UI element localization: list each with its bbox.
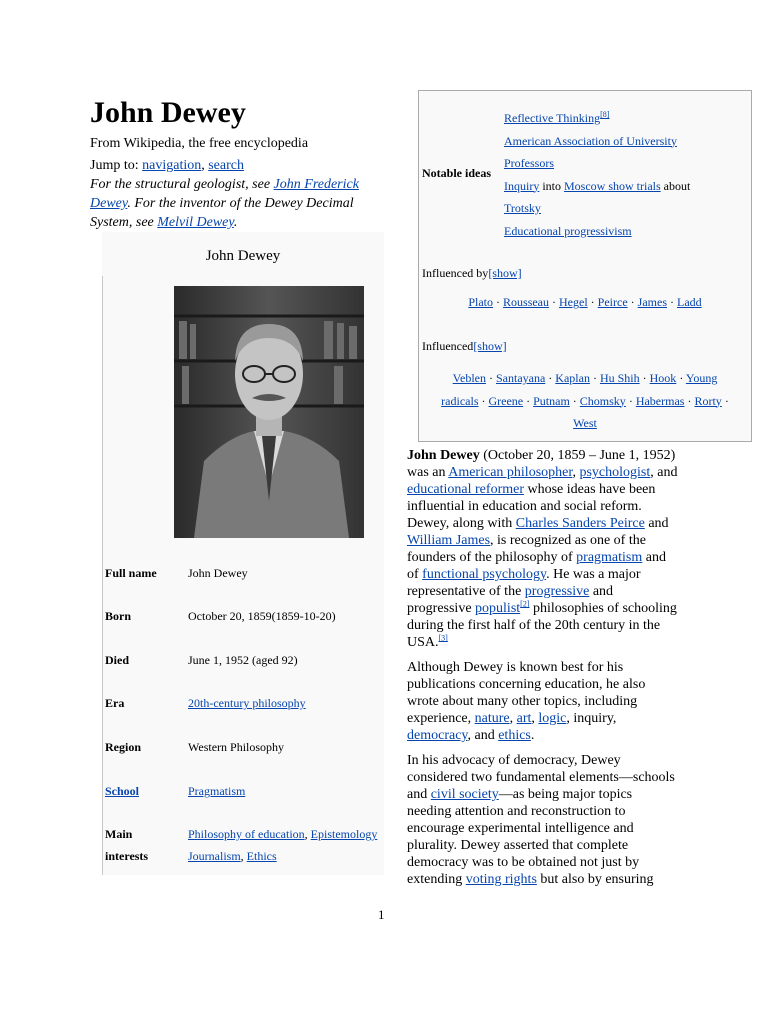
idea-item [504,197,724,220]
functional-psychology-link[interactable]: functional psychology [422,567,547,582]
text: , [509,711,517,726]
influenced-by-label: Influenced by [422,266,489,280]
influenced-greene-link[interactable]: Greene [488,393,524,408]
infobox-title: John Dewey [205,248,281,264]
pragmatism-article-link[interactable]: pragmatism [576,550,643,565]
navigation-link[interactable]: navigation [142,158,202,173]
educational-reformer-link[interactable]: educational reformer [407,482,524,497]
progressive-link[interactable]: progressive [524,584,590,599]
art-link[interactable]: art [516,711,532,726]
interests-sep-2: , [240,849,247,863]
journalism-link[interactable]: Journalism [188,849,241,863]
idea-item [504,175,724,198]
influenced-by-james-link[interactable]: James [637,295,667,309]
populist-link[interactable]: populist [475,601,521,616]
epistemology-link[interactable]: Epistemology [310,827,378,841]
inquiry-link[interactable]: Inquiry [504,178,540,193]
era-link[interactable]: 20th-century philosophy [188,696,306,710]
citation-8-link[interactable]: [8] [600,110,610,119]
page-number: 1 [378,907,385,922]
influenced-putnam-link[interactable]: Putnam [533,393,570,408]
ethics-article-link[interactable]: ethics [498,728,531,743]
search-link[interactable]: search [208,158,244,173]
text: . [530,728,535,743]
american-philosopher-link[interactable]: American philosopher [448,465,573,480]
list-separator: · [523,393,534,408]
hatnote [90,175,360,232]
idea-text: about [660,178,691,193]
list-separator: · [587,295,598,309]
influence-box [418,90,752,442]
influenced-by-plato-link[interactable]: Plato [468,295,494,309]
influenced-by-show-toggle[interactable]: [show] [488,266,522,280]
died-label: Died [105,653,129,667]
list-separator: · [478,393,489,408]
list-separator: · [569,393,580,408]
text: . He was a major representative of the [407,567,641,599]
influenced-chomsky-link[interactable]: Chomsky [579,393,626,408]
text: philosophies of schooling during the first half of the 20th century in the USA. [407,601,677,650]
text: , [531,711,539,726]
text: but also by ensuring [536,872,654,887]
influenced-header [422,339,507,354]
text: , and [467,728,499,743]
full-name-value: John Dewey [188,566,248,580]
john-frederick-dewey-link[interactable]: John Frederick Dewey [90,177,359,211]
moscow-show-trials-link[interactable]: Moscow show trials [564,178,661,193]
list-separator: · [485,371,496,385]
subject-name: John Dewey [407,448,480,463]
pragmatism-link[interactable]: Pragmatism [188,784,246,798]
region-label: Region [105,740,141,754]
page-title: John Dewey [90,96,246,129]
paragraph-topics [407,659,679,744]
infobox [102,232,384,875]
democracy-link[interactable]: democracy [407,728,468,743]
influenced-veblen-link[interactable]: Veblen [452,371,486,385]
portrait-image[interactable] [174,286,364,538]
list-separator: · [589,371,600,385]
portrait-photo-icon [174,286,364,538]
list-separator: · [627,295,638,309]
jump-prefix: Jump to: [90,158,143,173]
text: and of [407,550,666,582]
era-label: Era [105,696,125,710]
influenced-list [433,367,737,435]
list-separator: · [639,371,650,385]
notable-ideas-list [504,107,724,242]
influenced-kaplan-link[interactable]: Kaplan [555,371,590,385]
born-value: October 20, 1859(1859-10-20) [188,609,336,623]
region-value: Western Philosophy [188,740,285,754]
text: Although Dewey is known best for his publications concerning education, he also wrote about many other topics, including experience, [407,660,646,726]
infobox-border [102,276,103,875]
text: In his advocacy of democracy, Dewey considered two fundamental elements—schools and [407,753,675,802]
influenced-show-toggle[interactable]: [show] [473,339,507,353]
influenced-rorty-link[interactable]: Rorty [694,393,722,408]
hatnote-text-1: For the structural geologist, see [90,177,274,192]
influenced-by-header [422,266,522,281]
notable-ideas-label: Notable ideas [422,166,491,180]
text: (October 20, 1859 – June 1, 1952) was an [407,448,676,480]
list-separator: · [676,371,686,385]
influenced-label: Influenced [422,339,474,353]
text: , and [650,465,678,480]
died-value: June 1, 1952 (aged 92) [188,653,298,667]
trotsky-link[interactable]: Trotsky [504,201,541,215]
main-interests-label: Main interests [105,827,149,863]
text: and progressive [407,584,614,616]
idea-item [504,220,724,243]
main-interests-value [188,823,384,867]
hatnote-text-3: . [233,215,238,230]
william-james-link[interactable]: William James [407,533,491,548]
educational-progressivism-link[interactable]: Educational progressivism [504,223,632,238]
influenced-young-radicals-link[interactable]: Young radicals [441,371,718,408]
idea-item [504,107,724,130]
list-separator: · [549,295,560,309]
ethics-link[interactable]: Ethics [246,849,277,863]
voting-rights-link[interactable]: voting rights [465,872,537,887]
subtitle: From Wikipedia, the free encyclopedia [90,136,309,151]
aaup-link[interactable]: American Association of University Professors [504,133,677,170]
jump-sep: , [201,158,209,173]
influenced-by-rousseau-link[interactable]: Rousseau [503,295,550,309]
influenced-west-link[interactable]: West [573,416,597,430]
list-separator: · [666,295,677,309]
text: , is recognized as one of the founders of the philosophy of [407,533,646,565]
influenced-hook-link[interactable]: Hook [649,371,677,385]
logic-link[interactable]: logic [538,711,567,726]
civil-society-link[interactable]: civil society [430,787,499,802]
influenced-by-hegel-link[interactable]: Hegel [559,295,588,309]
influenced-santayana-link[interactable]: Santayana [495,371,546,385]
influenced-by-ladd-link[interactable]: Ladd [676,295,702,309]
idea-text: into [539,178,564,193]
list-separator: · [684,393,695,408]
psychologist-link[interactable]: psychologist [579,465,651,480]
text: , inquiry, [566,711,617,726]
influenced-hu-shih-link[interactable]: Hu Shih [599,371,640,385]
influenced-by-peirce-link[interactable]: Peirce [597,295,628,309]
charles-sanders-peirce-link[interactable]: Charles Sanders Peirce [515,516,645,531]
citation-3-link[interactable]: [3] [438,633,448,643]
list-separator: · [545,371,556,385]
melvil-dewey-link[interactable]: Melvil Dewey [157,215,234,230]
citation-2-link[interactable]: [2] [520,599,530,609]
text: whose ideas have been influential in education and social reform. Dewey, along with [407,482,656,531]
article-body [407,447,679,896]
list-separator: · [625,393,636,408]
list-separator: · [493,295,504,309]
list-separator: · [721,393,729,408]
hatnote-text-2: . For the inventor of the Dewey Decimal System, see [90,196,354,230]
text: and [644,516,669,531]
full-name-label: Full name [105,566,157,580]
paragraph-intro [407,447,679,651]
text: , [572,465,580,480]
reflective-thinking-link[interactable]: Reflective Thinking [504,111,601,125]
born-label: Born [105,609,132,623]
school-link[interactable]: School [105,784,140,798]
idea-item [504,130,724,175]
jump-to [90,158,244,174]
philosophy-of-education-link[interactable]: Philosophy of education [188,827,305,841]
nature-link[interactable]: nature [474,711,510,726]
influenced-by-list [419,295,751,310]
text: —as being major topics needing attention and reconstruction to encourage experimental intelligence and plurality. Dewey asserted that complete democracy was to be obtained not just by extending [407,787,640,887]
influenced-habermas-link[interactable]: Habermas [635,393,685,408]
paragraph-democracy [407,752,679,888]
interests-sep-1: , [304,827,311,841]
